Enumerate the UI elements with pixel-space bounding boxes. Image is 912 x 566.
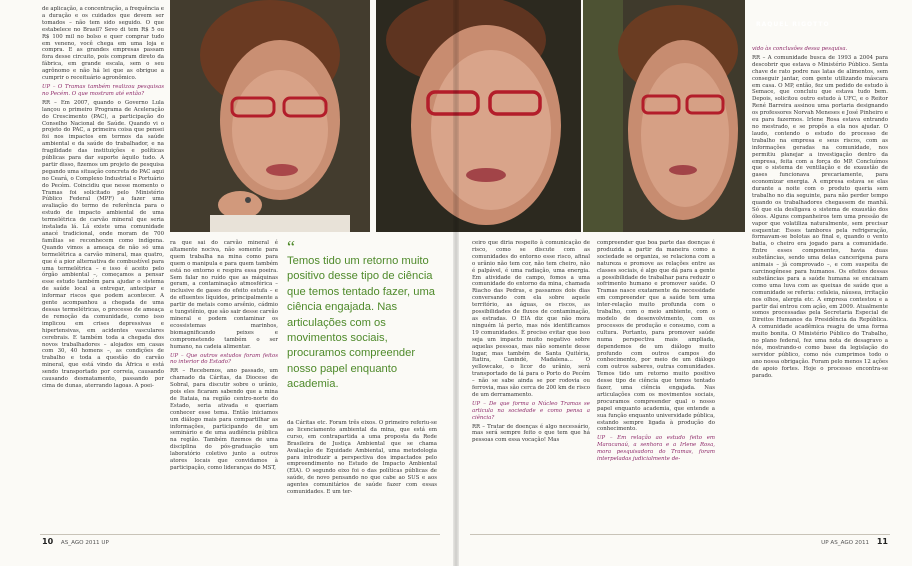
- interview-question: UP – De que forma o Núcleo Tramas se articula na sociedade e como pensa a ciência?: [472, 400, 590, 421]
- pull-quote: [287, 237, 439, 393]
- footer-right: [821, 537, 888, 546]
- body-paragraph: ceiro que diria respeito à comunicação de risco, como se discute com as comunidades do entorno esse risco, afinal o urânio não tem cor, não tem cheiro, não é palpável, é uma radiação, uma energia. Em atividade de campo, fomos a uma comunidade do entorno da mina, chamada Riacho das Pedras, e passamos dois dias conversando com ela sobre aquele território, as águas, os riscos, as possibilidades de fluxos de contaminação, as estradas. O EIA diz que não mora ninguém lá perto, mas nós identificamos 19 comunidades. É preciso evitar que isso seja um impacto muito negativo sobre aquelas pessoas, mas não somente desse lugar, mas também de Santa Quitéria, Itatira, Canindé, Madalena... O yellowcake, o licor do urânio, será transportado de lá para o Porto do Pecém – não se sabe ainda se por rodovia ou ferrovia, mas são cerca de 200 km de risco de um derramamento.: [472, 240, 590, 398]
- footer-right-info: UP AS_AGO 2011: [821, 540, 870, 546]
- body-paragraph: RR – Tratar de doenças é algo necessário, mas será sempre feito o que tem que há pessoas com essa vocação! Mas: [472, 423, 590, 444]
- portrait-image: [583, 0, 745, 232]
- footer-left: [42, 537, 109, 546]
- footer-left-info: AS_AGO 2011 UP: [60, 540, 109, 546]
- page-number-right: 11: [876, 537, 888, 546]
- footer-rule-left: [40, 534, 440, 535]
- portrait-photo-3: [583, 0, 745, 232]
- portrait-image: [376, 0, 581, 232]
- article-column-2: [170, 240, 278, 530]
- page-gutter: [453, 0, 459, 566]
- body-paragraph: de aplicação, a concentração, a frequência e a duração e os cuidados que devem ser tomados – não tem sido seguido. O que estabelece no Brasil? Sevo di tem R$ 5 ou R$ 100 mil no bolso e quer comprar tudo em veneno, você chega em uma loja e compra. E as grandes empresas passam fora desse circuito, pois compram direto da fábrica, em grande escala, sem o seu agrônomo e não há lei que as obrigue a cumprir o receituário agronômico.: [42, 6, 164, 82]
- portrait-photo-1: [170, 0, 370, 232]
- portrait-image: [170, 0, 370, 232]
- article-column-6: [752, 46, 888, 532]
- article-column-5: [597, 240, 715, 532]
- body-paragraph: da Cáritas etc. Foram três eixos. O primeiro referiu-se ao licenciamento ambiental da mina, que está em curso, em contrapartida a uma proposta da Rede Brasileira de Justiça Ambiental que se chama Avaliação de Equidade Ambiental, uma metodologia para introduzir a perspectiva dos impactados pelo empreendimento no Estudo de Impacto Ambiental (EIA). O segundo eixo foi o das políticas públicas de saúde, de novo pensando no que cabe ao SUS e aos agentes comunitários de saúde fazer com essas comunidades. E um ter-: [287, 420, 437, 496]
- photo-credit-label: RAQUEL RIGOTTO: [756, 21, 830, 28]
- body-paragraph: RR – A comunidade busca de 1993 a 2004 para descobrir que estava o Ministério Público. Senta chave de rato podre nas latas de alimentos, sem conseguir jantar, com gente utilizando máscara em casa. O MP, então, fez um pedido de estudo à Semace, que concluiu que estava tudo bem. Depois, solicitou outro estudo à UFC, e o Reitor René Barreira assinou uma portaria designando os professores Norvah Meneses e José Pinheiro e eu para fazermos. Irlene Rosa estava entrando no mestrado, e se propôs a ela nos ajudar. O laudo, contendo o estudo do processo de trabalho na empresa e seus riscos, com as informações geradas na comunidade, nos permitiu planejar a investigação dentro da empresa, feita com a força do MP. Concluímos que o sistema de ventilação e de exaustão de gases funcionava precariamente, para economizar energia. A empresa estava se elas durante a noite com o produto queria sem trabalho no dia seguinte, para não perder tempo quando os trabalhadores chegassem de manhã. Só que ela desligava o sistema de exaustão dos óleos. Alguns companheiros tem uma pressão de vapor que volatiliza naturalmente, sem precisar esquentar. Esses tambores pela refrigeração, formavam-se bolotas ao final e, quando o vento batia, o cheiro era jogado para a comunidade. Entre esses componentes, havia duas substâncias, sendo uma delas cancerígena para animais – já comprovado –, e com suspeita de carcinogênese para humanos. Os efeitos dessas substâncias para a saúde humana se encaixam como uma luva com as queixas de saúde que a comunidade se referia: cefaleia, náusea, irritação nos olhos, alergia etc. A empresa contestou e a partir daí entrou com ação, em 2009. Atualmente somos processadas pela Secretaria Especial de Direitos Humanos da Presidência da República. A comunidade acadêmica reagiu de uma forma muito bonita. O Ministério Público do Trabalho, no plano federal, fez uma nota de desagravo a nós, mostrando-o como base da legislação do servidor público, como nós cumprimos todo o ano nossa obrigação. Foram pelo menos 12 ações de apoio fortes. Hoje o processo encontra-se parado.: [752, 54, 888, 379]
- interview-question: UP – Em relação ao estudo feito em Maracanaú, a senhora e a Irlene Rosa, mora pesquisadora do Tramas, foram interpeladas judicialmente de-: [597, 435, 715, 463]
- pull-quote-text: Temos tido um retorno muito positivo desse tipo de ciência que temos tentado fazer, uma ciência engajada. Nas articulações com os movimentos sociais, procuramos compreender nosso papel enquanto academia.: [287, 255, 436, 391]
- body-paragraph: RR – Recebemos, ano passado, um chamado da Cáritas, da Diocese de Sobral, para discutir sobre o urânio, pois eles ficaram sabendo que a mina de Itataia, na região centro-norte do Estado, seria ativada e queriam conhecer esse tema. Então iniciamos um diálogo mais para compartilhar as informações, participando de um seminário e de uma audiência pública na região. Também fizemos de uma disciplina do pós-graduação um laboratório coletivo junto a outros atores locais que convidamos à participação, como lideranças do MST,: [170, 368, 278, 471]
- article-column-3: [287, 420, 437, 530]
- body-paragraph: compreender que boa parte das doenças é produzida a partir da maneira como a sociedade se organiza, se relaciona com a natureza e promove as relações entre as classes sociais, é algo que dá para a gente a possibilidade de trabalhar para reduzir o sofrimento humano e promover saúde. O Tramas nasce exatamente da necessidade em compreender que a saúde tem uma inter-relação muito profunda com o trabalho, com o meio ambiente, com o modelo de desenvolvimento, com os processos de produção e consumo, com a cultura. Portanto, para promover saúde numa perspectiva mais ampliada, dependemos de um diálogo muito profundo com outros campos do conhecimento, por meio de um diálogo com outros saberes, outras comunidades. Temos tido um retorno muito positivo desse tipo de ciência que temos tentado fazer, uma ciência engajada. Nas articulações com os movimentos sociais, procuramos compreender qual o nosso papel enquanto academia, que entende a sua função enquanto universidade pública, estando sempre ligada à produção do conhecimento.: [597, 240, 715, 433]
- article-column-1: [42, 6, 164, 528]
- article-column-4: [472, 240, 590, 532]
- interview-question: UP – Que outros estudos foram feitos no interior do Estado?: [170, 352, 278, 366]
- body-paragraph: RR – Em 2007, quando o Governo Lula lançou o primeiro Programa de Aceleração do Crescimento (PAC), a participação do Conselho Nacional de Saúde. Quando vi o projeto do PAC, a primeira coisa que pensei foi nos impactos em termos da saúde ambiental e da saúde do trabalhador, e na fragilidade das instituições e políticas públicas para dar suporte àquilo tudo. A partir disso, fizemos um projeto de pesquisa pegando uma situação concreta do PAC aqui no Ceará, o Complexo Industrial e Portuário do Pecém. Coincidiu que nesse momento o Tramas foi solicitado pelo Ministério Público Federal (MPF) a fazer uma avaliação do termo de referência para o estudo de impacto ambiental de uma termelétrica de carvão mineral que seria instalada lá. Lá existe uma comunidade anacé tradicional, onde moram de 700 famílias se reconhecem como indígena. Quando vimos a ameaça de não só uma termelétrica a carvão mineral, mas quatro, que é a pior alternativa de combustível para uma termelétrica – e isso é aceito pelo órgão ambiental –, começamos a pensar esse estudo também para ajudar o sistema de saúde local a entregar, antecipar e informar riscos que podem acontecer. A gente acompanhou a chegada de uma dessas termelétricas, o processo de ameaça de remoção da comunidade, como isso implicou em crises depressivas e hipertensivas, em acidentes vasculares cerebrais. E também toda a chegada dos novos trabalhadores – alojados em casas com 30, 40 homens –, as condições de trabalho e toda a questão do carvão mineral, que está vindo da África e está sendo transportado por correia, causando causando desmatamento, passando por cima de dunas, aterrando lagoas. A poei-: [42, 99, 164, 389]
- quote-mark-icon: “: [287, 237, 295, 257]
- interview-question: vido às conclusões dessa pesquisa.: [752, 46, 848, 52]
- footer-rule-right: [470, 534, 890, 535]
- interview-question: UP – O Tramas também realizou pesquisas no Pecém. O que mostram até então?: [42, 83, 164, 97]
- page-number-left: 10: [42, 537, 54, 546]
- portrait-photo-2: [376, 0, 581, 232]
- body-paragraph: ra que sai do carvão mineral é altamente nociva, não somente para quem trabalha na mina como para quem o manipula e para quem também está no entorno e respira essa poeira. Sem falar no ruído que as máquinas geram, a contaminação atmosférica – inclusive de gases do efeito estufa – e de efluentes líquidos, principalmente a partir de metais como arsênio, cádmio e tungstênio, que são sair desse carvão mineral e podem contaminar os ecossistemas marinhos, biomagnificando peixes e comprometendo também o ser humano, na cadeia alimentar.: [170, 240, 278, 350]
